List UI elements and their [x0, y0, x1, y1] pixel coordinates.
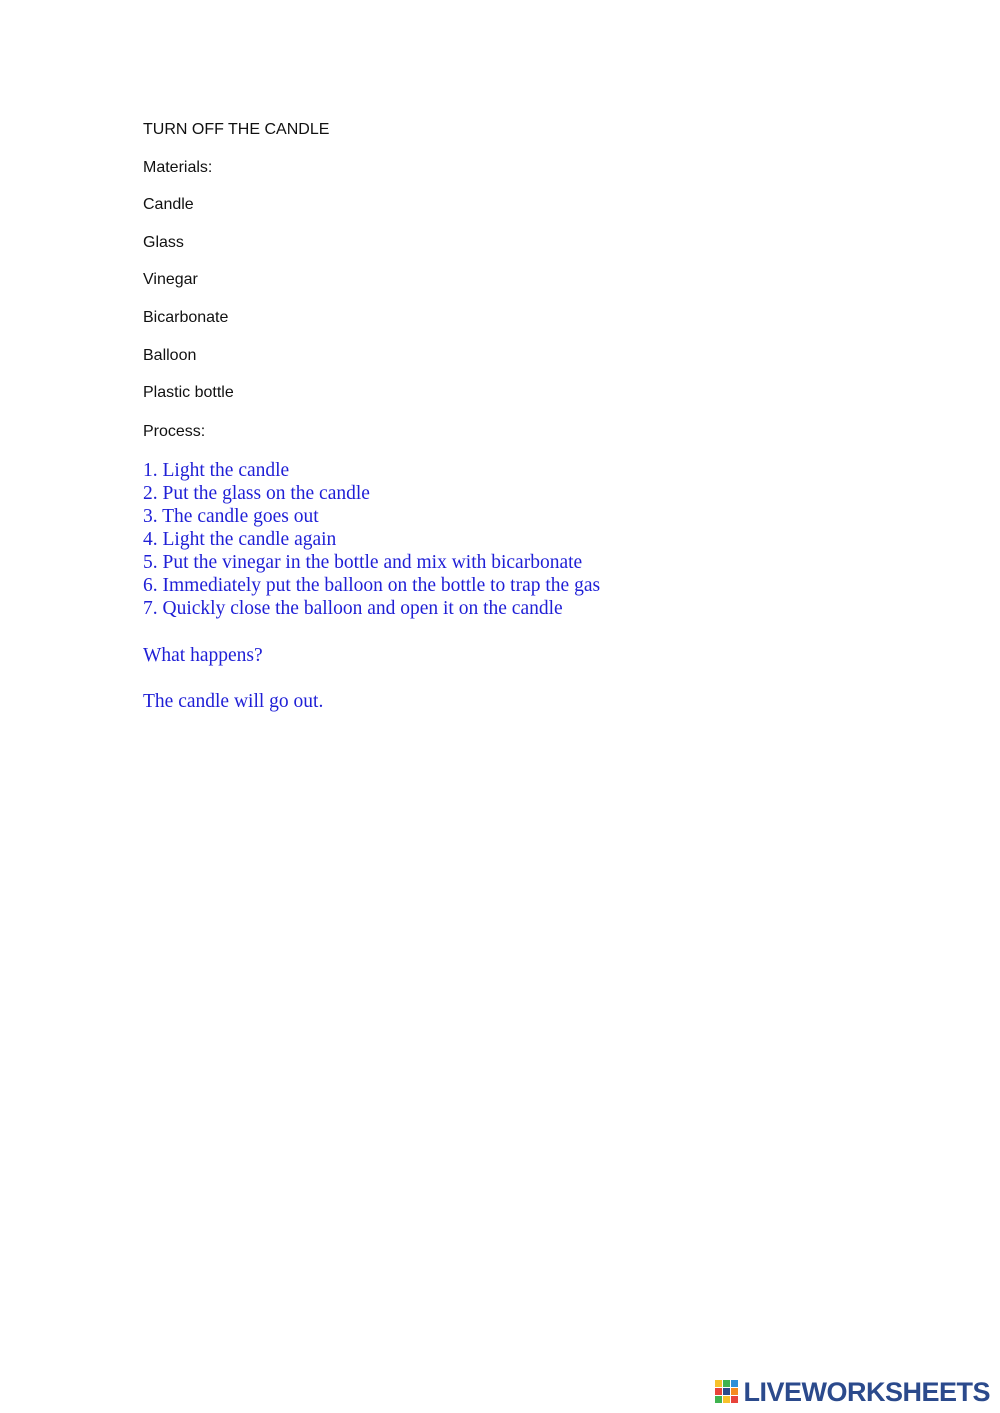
material-item: Balloon [143, 347, 197, 364]
process-step: 7. Quickly close the balloon and open it on the candle [143, 598, 563, 619]
material-item: Plastic bottle [143, 384, 234, 401]
liveworksheets-logo[interactable] [715, 1379, 990, 1405]
answer-text: The candle will go out. [143, 691, 324, 712]
process-step: 2. Put the glass on the candle [143, 483, 370, 504]
process-step: 5. Put the vinegar in the bottle and mix with bicarbonate [143, 552, 583, 573]
process-step: 6. Immediately put the balloon on the bottle to trap the gas [143, 575, 601, 596]
material-item: Candle [143, 196, 194, 213]
logo-text: LIVEWORKSHEETS [743, 1377, 990, 1407]
material-item: Bicarbonate [143, 309, 229, 326]
process-step: 3. The candle goes out [143, 506, 319, 527]
process-step: 1. Light the candle [143, 460, 290, 481]
process-step: 4. Light the candle again [143, 529, 337, 550]
liveworksheets-logo-icon [715, 1380, 739, 1404]
page-title: TURN OFF THE CANDLE [143, 121, 330, 138]
material-item: Vinegar [143, 271, 198, 288]
process-steps-list [143, 459, 600, 620]
process-heading: Process: [143, 423, 206, 440]
question-text: What happens? [143, 645, 263, 666]
material-item: Glass [143, 234, 184, 251]
materials-heading: Materials: [143, 159, 213, 176]
